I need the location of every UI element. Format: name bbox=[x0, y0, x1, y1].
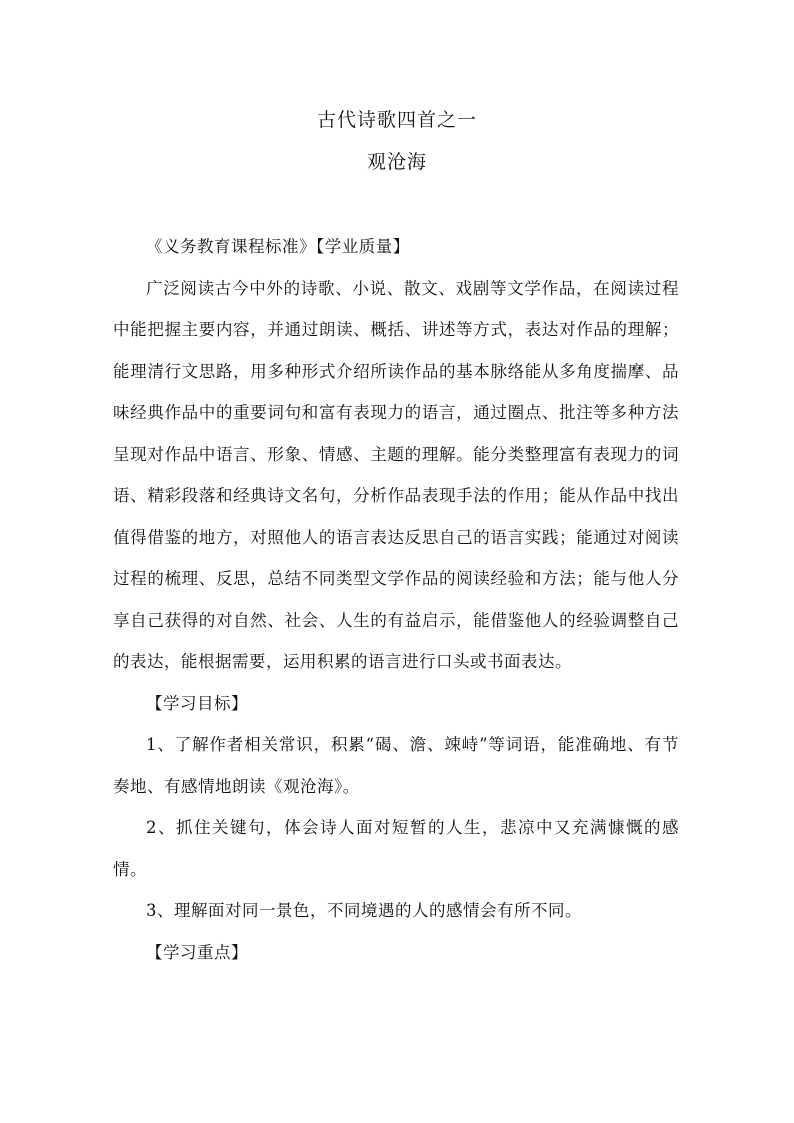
standard-heading: 《义务教育课程标准》【学业质量】 bbox=[146, 237, 410, 256]
focus-heading: 【学习重点】 bbox=[146, 942, 248, 962]
goal-item-1: 1、了解作者相关常识，积累“碣、澹、竦峙”等词语，能准确地、有节奏地、有感情地朗读《观沧海》。 bbox=[113, 735, 679, 796]
goal-item-3: 3、理解面对同一景色，不同境遇的人的感情会有所不同。 bbox=[146, 901, 582, 920]
goal-item-2: 2、抓住关键句，体会诗人面对短暂的人生，悲凉中又充满慷慨的感情。 bbox=[113, 818, 679, 879]
document-body bbox=[113, 226, 679, 973]
goals-heading: 【学习目标】 bbox=[146, 693, 248, 713]
poem-title: 观沧海 bbox=[366, 151, 427, 173]
document-title: 古代诗歌四首之一 bbox=[316, 109, 477, 131]
standard-paragraph: 广泛阅读古今中外的诗歌、小说、散文、戏剧等文学作品，在阅读过程中能把握主要内容，并通过朗读、概括、讲述等方式，表达对作品的理解；能理清行文思路，用多种形式介绍所读作品的基本脉络能从多角度揣摩、品味经典作品中的重要词句和富有表现力的语言，通过圈点、批注等多种方法呈现对作品中语言、形象、情感、主题的理解。能分类整理富有表现力的词语、精彩段落和经典诗文名句，分析作品表现手法的作用；能从作品中找出值得借鉴的地方，对照他人的语言表达反思自己的语言实践；能通过对阅读过程的梳理、反思，总结不同类型文学作品的阅读经验和方法；能与他人分享自己获得的对自然、社会、人生的有益启示，能借鉴他人的经验调整自己的表达，能根据需要，运用积累的语言进行口头或书面表达。 bbox=[113, 278, 679, 671]
